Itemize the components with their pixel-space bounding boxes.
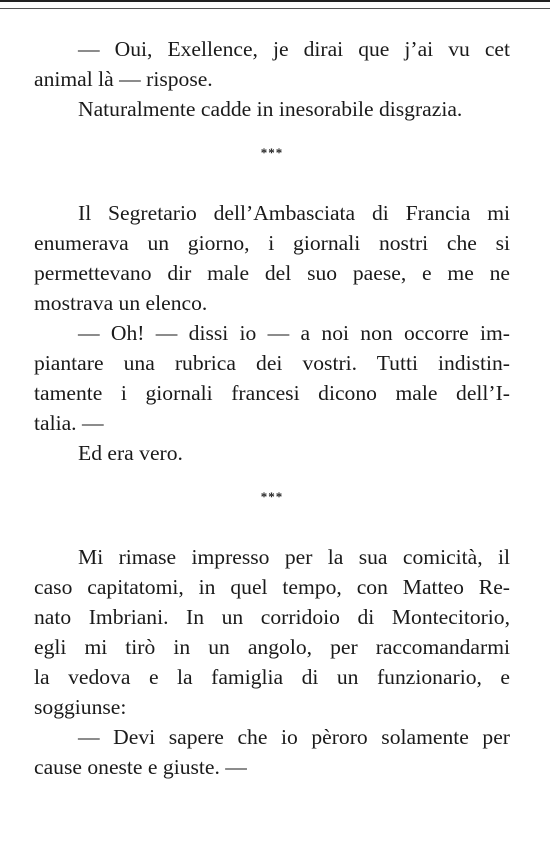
paragraph	[34, 722, 510, 782]
paragraph	[34, 94, 510, 124]
text-line: talia. —	[34, 411, 104, 435]
text-line: Ed era vero.	[78, 441, 183, 465]
top-rule	[0, 0, 550, 9]
text-line: Naturalmente cadde in inesorabile disgrazia.	[78, 97, 463, 121]
text-line: caso capitatomi, in quel tempo, con Matteo Re-	[34, 575, 510, 599]
text-line: — Oui, Exellence, je dirai que j’ai vu cet	[78, 37, 510, 61]
text-line: Mi rimase impresso per la sua comicità, il	[78, 545, 510, 569]
page-body	[34, 34, 510, 782]
paragraph	[34, 198, 510, 318]
text-line: — Oh! — dissi io — a noi non occorre im-	[78, 321, 510, 345]
section-separator: ***	[260, 489, 284, 504]
text-line: soggiunse:	[34, 695, 127, 719]
text-line: enumerava un giorno, i giornali nostri che si	[34, 231, 510, 255]
text-line: egli mi tirò in un angolo, per raccomandarmi	[34, 635, 510, 659]
text-line: permettevano dir male del suo paese, e me ne	[34, 261, 510, 285]
text-line: mostrava un elenco.	[34, 291, 208, 315]
text-line: cause oneste e giuste. —	[34, 755, 247, 779]
text-line: la vedova e la famiglia di un funzionario, e	[34, 665, 510, 689]
text-line: piantare una rubrica dei vostri. Tutti indistin-	[34, 351, 510, 375]
text-line: nato Imbriani. In un corridoio di Montecitorio,	[34, 605, 510, 629]
paragraph	[34, 542, 510, 722]
paragraph	[34, 34, 510, 94]
text-line: animal là — rispose.	[34, 67, 213, 91]
text-line: Il Segretario dell’Ambasciata di Francia mi	[78, 201, 510, 225]
paragraph	[34, 438, 510, 468]
section-separator: ***	[260, 145, 284, 160]
text-line: tamente i giornali francesi dicono male dell’I-	[34, 381, 510, 405]
paragraph	[34, 318, 510, 438]
text-line: — Devi sapere che io pèroro solamente per	[78, 725, 510, 749]
